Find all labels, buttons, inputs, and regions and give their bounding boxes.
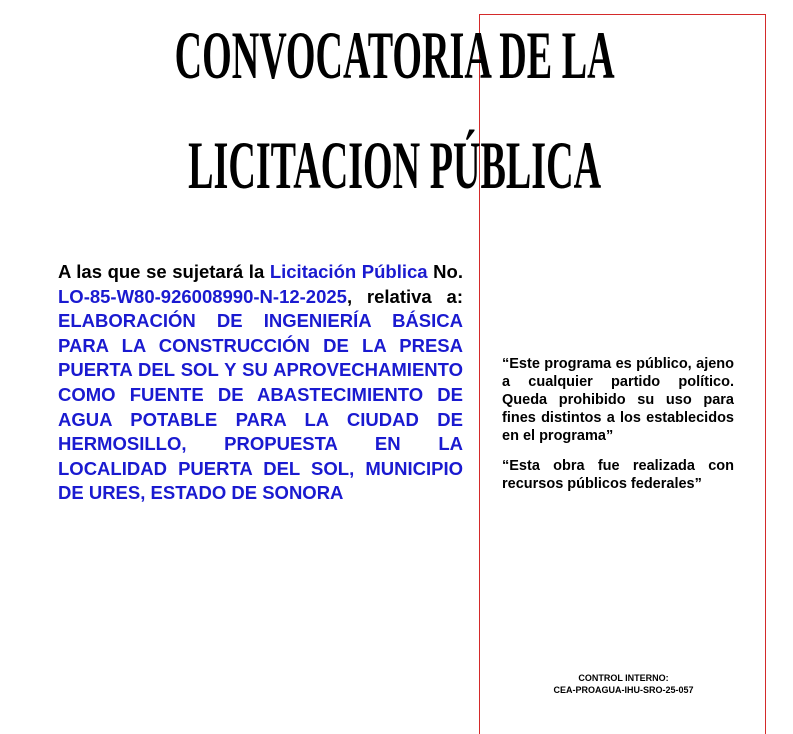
internal-control	[480, 672, 767, 696]
project-description: ELABORACIÓN DE INGENIERÍA BÁSICA PARA LA CONSTRUCCIÓN DE LA PRESA PUERTA DEL SOL Y SU APROVECHAMIENTO COMO FUENTE DE ABASTECIMIENTO DE AGUA POTABLE PARA LA CIUDAD DE HERMOSILLO, PROPUESTA EN LA LOCALIDAD PUERTA DEL SOL, MUNICIPIO DE URES, ESTADO DE SONORA	[58, 310, 463, 504]
relative-label: , relativa a:	[346, 285, 463, 307]
tender-type: Licitación Pública	[269, 261, 428, 282]
tender-number: LO-85-W80-926008990-N-12-2025	[58, 285, 347, 307]
funding-notice: “Esta obra fue realizada con recursos públicos federales”	[502, 458, 734, 492]
control-code: CEA-PROAGUA-IHU-SRO-25-057	[553, 685, 694, 695]
control-label: CONTROL INTERNO:	[578, 673, 669, 683]
number-label: No.	[427, 261, 463, 282]
intro-text: A las que se sujetará la	[58, 261, 270, 282]
title-line-2: LICITACION PÚBLICA	[188, 127, 602, 203]
tender-description	[58, 260, 463, 506]
legal-notice	[502, 355, 734, 505]
title-line-1: CONVOCATORIA DE LA	[174, 17, 615, 93]
page-title	[158, 0, 631, 220]
program-notice: “Este programa es público, ajeno a cualquier partido político. Queda prohibido su uso para fines distintos a los establecidos en el programa”	[502, 356, 734, 444]
